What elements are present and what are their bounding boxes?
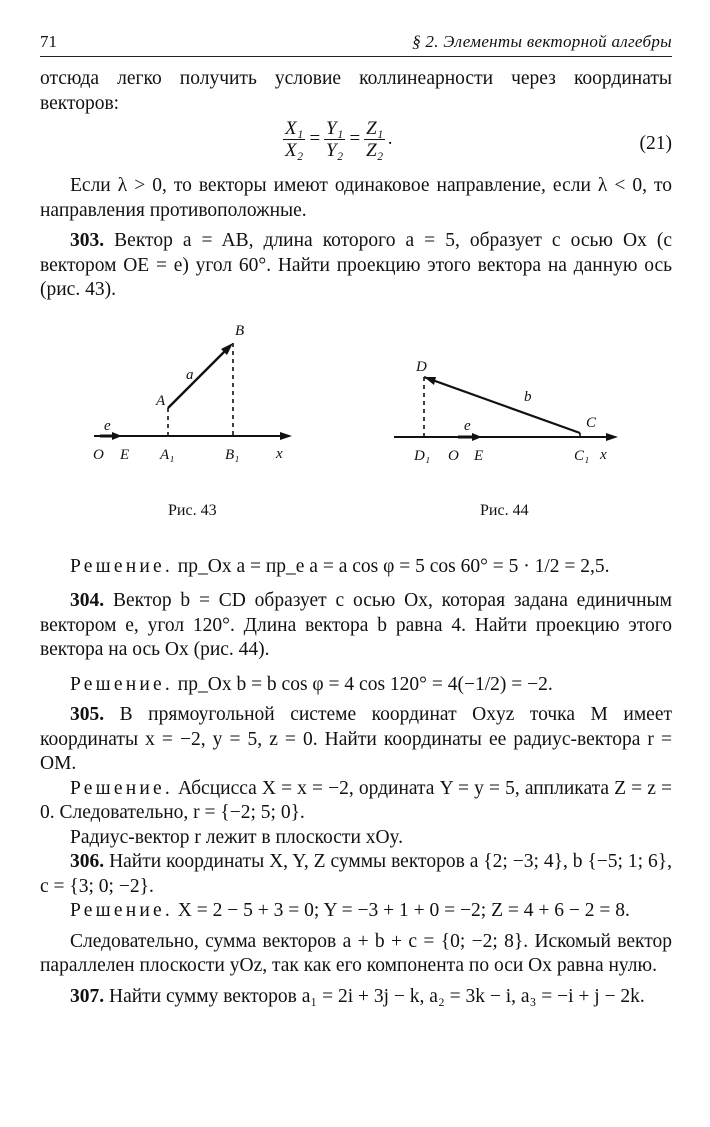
figures	[40, 321, 672, 547]
problem-304	[40, 589, 672, 663]
label-e: e	[104, 417, 111, 434]
fraction-y	[324, 118, 345, 161]
problem-307	[40, 985, 672, 1010]
solution-303	[40, 555, 672, 580]
label-c: C	[586, 414, 597, 431]
figure-44	[388, 321, 620, 481]
page-number: 71	[40, 32, 57, 51]
period: .	[388, 128, 393, 150]
solution-label: Решение.	[70, 555, 173, 577]
problem-number: 307.	[70, 985, 105, 1007]
x1: X₁	[285, 118, 304, 139]
figure-43-caption: Рис. 43	[168, 501, 217, 519]
label-e-point: E	[120, 446, 130, 463]
equals-sign: =	[308, 128, 322, 150]
intro-text: отсюда легко получить условие коллинеарности через координаты векторов:	[40, 68, 672, 114]
problem-number: 305.	[70, 704, 105, 725]
label-b: B	[235, 322, 245, 339]
problem-number: 306.	[70, 851, 105, 872]
solution-label: Решение.	[70, 900, 173, 921]
x-axis-arrow	[606, 433, 618, 441]
solution-text: пр_Ox a = пр_e a = a cos φ = 5 cos 60° = 5 · 1/2 = 2,5.	[177, 555, 610, 577]
problem-text: Вектор b = CD образует с осью Ox, которая задана единичным вектором e, угол 120°. Длина вектора b равна 4. Найти проекцию этого вектора на ось Ox (рис. 44).	[40, 590, 672, 660]
equals-sign: =	[348, 128, 362, 150]
solution-text: Абсцисса X = x = −2, ордината Y = y = 5, аппликата Z = z = 0. Следовательно, r = {−2; 5; 0}.	[40, 777, 672, 823]
problem-text: Найти сумму векторов a₁ = 2i + 3j − k, a₂ = 3k − i, a₃ = −i + j − 2k.	[109, 985, 645, 1007]
running-title: § 2. Элементы векторной алгебры	[412, 32, 672, 51]
problem-305	[40, 703, 672, 777]
problem-text: В прямоугольной системе координат Oxyz точка M имеет координаты x = −2, y = 5, z = 0. Найти координаты ее радиус-вектора r = OM.	[40, 704, 673, 774]
label-a1: A₁	[160, 446, 175, 463]
fraction-x	[283, 118, 305, 161]
x2: X₂	[285, 140, 304, 161]
solution-305-extra: Радиус-вектор r лежит в плоскости xOy.	[70, 826, 403, 848]
vector-cd	[424, 377, 580, 433]
vector-cd-arrow	[424, 377, 436, 385]
vector-ab	[168, 348, 228, 408]
label-b1: B₁	[225, 446, 240, 463]
book-page	[40, 30, 672, 1009]
problem-number: 303.	[70, 230, 105, 251]
label-o: O	[448, 447, 459, 464]
equation-number: (21)	[639, 133, 672, 154]
label-x: x	[276, 445, 283, 462]
label-x: x	[600, 446, 607, 463]
label-d1: D₁	[414, 447, 431, 464]
z1: Z₁	[366, 118, 384, 139]
solution-text: X = 2 − 5 + 3 = 0; Y = −3 + 1 + 0 = −2; Z = 4 + 6 − 2 = 8.	[177, 900, 630, 921]
label-d: D	[416, 358, 427, 375]
solution-306-extra: Следовательно, сумма векторов a + b + c = {0; −2; 8}. Искомый вектор параллелен плоскости yOz, так как его компонента по оси Ox равна нулю.	[40, 930, 672, 976]
lambda-condition: Если λ > 0, то векторы имеют одинаковое направление, если λ < 0, то направления противоположные.	[40, 175, 672, 221]
label-e: e	[464, 417, 471, 434]
page-header	[40, 30, 672, 57]
y1: Y₁	[326, 118, 344, 139]
problem-text: Вектор a = AB, длина которого a = 5, образует с осью Ox (с вектором OE = e) угол 60°. Найти проекцию этого вектора на данную ось (рис. 43).	[40, 230, 673, 300]
label-c1: C₁	[574, 447, 590, 464]
figure-44-caption: Рис. 44	[480, 501, 529, 519]
problem-text: Найти координаты X, Y, Z суммы векторов a {2; −3; 4}, b {−5; 1; 6}, c = {3; 0; −2}.	[40, 851, 672, 897]
z2: Z₂	[366, 140, 384, 161]
label-vector-b: b	[524, 388, 532, 405]
unit-vector-e-arrow	[472, 433, 482, 441]
solution-305	[40, 777, 672, 826]
problem-303	[40, 229, 672, 303]
label-vector-a: a	[186, 366, 194, 383]
solution-304	[40, 673, 672, 698]
label-e-point: E	[474, 447, 484, 464]
solution-text: пр_Ox b = b cos φ = 4 cos 120° = 4(−1/2) = −2.	[177, 673, 553, 695]
equation-21	[40, 116, 672, 174]
figure-43	[90, 321, 300, 481]
unit-vector-e-arrow	[112, 432, 122, 440]
problem-306	[40, 850, 672, 899]
y2: Y₂	[326, 140, 344, 161]
solution-label: Решение.	[70, 777, 173, 799]
solution-label: Решение.	[70, 673, 173, 695]
problem-number: 304.	[70, 590, 105, 611]
label-o: O	[93, 446, 104, 463]
x-axis-arrow	[280, 432, 292, 440]
fraction-z	[364, 118, 385, 161]
solution-306	[40, 899, 672, 924]
label-a: A	[156, 392, 166, 409]
